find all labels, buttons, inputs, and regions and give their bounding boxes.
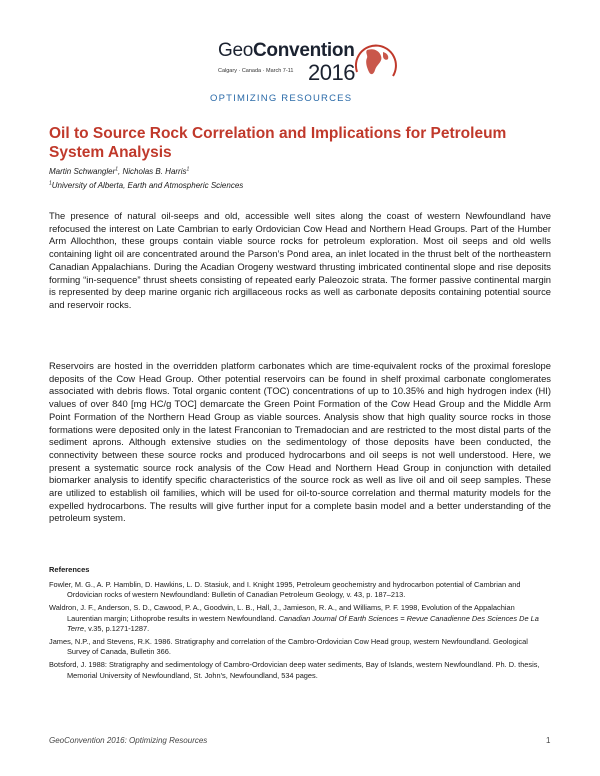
affiliation-text: University of Alberta, Earth and Atmospheric Sciences bbox=[51, 181, 244, 190]
logo-year: 2016 bbox=[308, 60, 355, 85]
logo-title-bold: Convention bbox=[253, 40, 355, 61]
logo-subline: Calgary · Canada · March 7-11 bbox=[218, 68, 294, 74]
footer-conference: GeoConvention 2016: Optimizing Resources bbox=[49, 736, 208, 745]
abstract-paragraph-1: The presence of natural oil-seeps and old, accessible well sites along the coast of western Newfoundland have refocused the interest on Late Cambrian to early Ordovician Cow Head and Northern Head Groups. Part of the Humber Arm Allochthon, these groups contain viable source rocks for petroleum exploration. Most oil seeps and old wells containing light oil are concentrated around the Parson’s Pond area, an inlet located in the thrust belt of the northeastern Canadian Appalachians. During the Acadian Orogeny westward thrusting imbricated continental slope and rise deposits forming “in-sequence” thrust sheets consisting of repeated early Paleozoic strata. The former passive continental margin is represented by deep marine organic rich argillaceous rocks as well as carbonate deposits containing potential source and reservoir rocks. bbox=[49, 210, 551, 310]
author-2: Nicholas B. Harris bbox=[122, 167, 187, 176]
logo-title-regular: Geo bbox=[218, 40, 254, 61]
author-line bbox=[49, 166, 189, 178]
reference-list bbox=[49, 580, 549, 684]
page-number: 1 bbox=[546, 736, 551, 745]
author-1-affil-mark: 1 bbox=[115, 166, 119, 173]
author-1: Martin Schwangler bbox=[49, 167, 116, 176]
globe-icon bbox=[353, 42, 399, 86]
reference-text: Waldron, J. F., Anderson, S. D., Cawood, P. A., Goodwin, L. B., Hall, J., Jamieson, R. A., and Williams, P. F. 1998, Evolution of the Appalachian Laurentian margin; Lithoprobe results in western Newfoundland. bbox=[49, 603, 515, 623]
logo-tagline: OPTIMIZING RESOURCES bbox=[210, 93, 353, 104]
reference-item bbox=[49, 603, 549, 634]
author-2-affil-mark: 1 bbox=[186, 166, 190, 173]
logo-title bbox=[218, 40, 355, 62]
author-separator: , bbox=[118, 167, 123, 176]
affiliation bbox=[49, 180, 243, 192]
reference-item: James, N.P., and Stevens, R.K. 1986. Stratigraphy and correlation of the Cambro-Ordovician Cow Head group, western Newfoundland. Geological Survey of Canada, Bulletin 366. bbox=[49, 637, 528, 657]
geoconvention-logo bbox=[208, 40, 408, 110]
paper-title: Oil to Source Rock Correlation and Implications for Petroleum System Analysis bbox=[49, 125, 507, 161]
abstract-paragraph-2: Reservoirs are hosted in the overridden platform carbonates which are time-equivalent rocks of the proximal foreslope deposits of the Cow Head Group. Other potential reservoirs can be found in shelf proximal carbonate conglomerates associated with debris flows. Total organic content (TOC) concentrations of up to 10.35% and high hydrogen index (HI) values of over 840 [mg HC/g TOC] demarcate the Green Point Formation of the Cow Head Group and the Middle Arm Point Formation of the Northern Head Group as viable sources. Analysis show that high quality source rocks in those formations were deposited only in the latest Franconian to Tremadocian and are restricted to the most distal parts of the sediment aprons. Although extensive studies on the sedimentology of those deposits have been conducted, the connectivity between these source rocks and produced hydrocarbons and oil seeps is not well understood. Here, we present a systematic source rock analysis of the Cow Head and Northern Head Group in conjunction with detailed biomarker analysis to identify specific characteristics of the source rock as well as live oil and oil seep samples. These are utilized to establish oil families, which will be used for oil-to-source correlation and thermal maturity models for the expelled hydrocarbons. The results will give further input for a complete basin model and a better understanding of the petroleum system. bbox=[49, 360, 551, 524]
references-heading: References bbox=[49, 565, 90, 574]
reference-text: , v.35, p.1271-1287. bbox=[83, 623, 150, 633]
reference-journal: Canadian Journal Of Earth Sciences = Revue Canadienne Des Sciences De La Terre bbox=[67, 613, 539, 633]
affiliation-mark: 1 bbox=[49, 180, 52, 187]
reference-item: Fowler, M. G., A. P. Hamblin, D. Hawkins, L. D. Stasiuk, and I. Knight 1995, Petroleum geochemistry and hydrocarbon potential of Cambrian and Ordovician rocks of western Newfoundland: Bulletin of Canadian Petroleum Geology, v. 43, p. 187–213. bbox=[49, 580, 521, 600]
reference-item: Botsford, J. 1988: Stratigraphy and sedimentology of Cambro-Ordovician deep water sediments, Bay of Islands, western Newfoundland. Ph. D. thesis, Memorial University of Newfoundland, St. John's, Newfoundland, 534 pages. bbox=[49, 660, 540, 680]
